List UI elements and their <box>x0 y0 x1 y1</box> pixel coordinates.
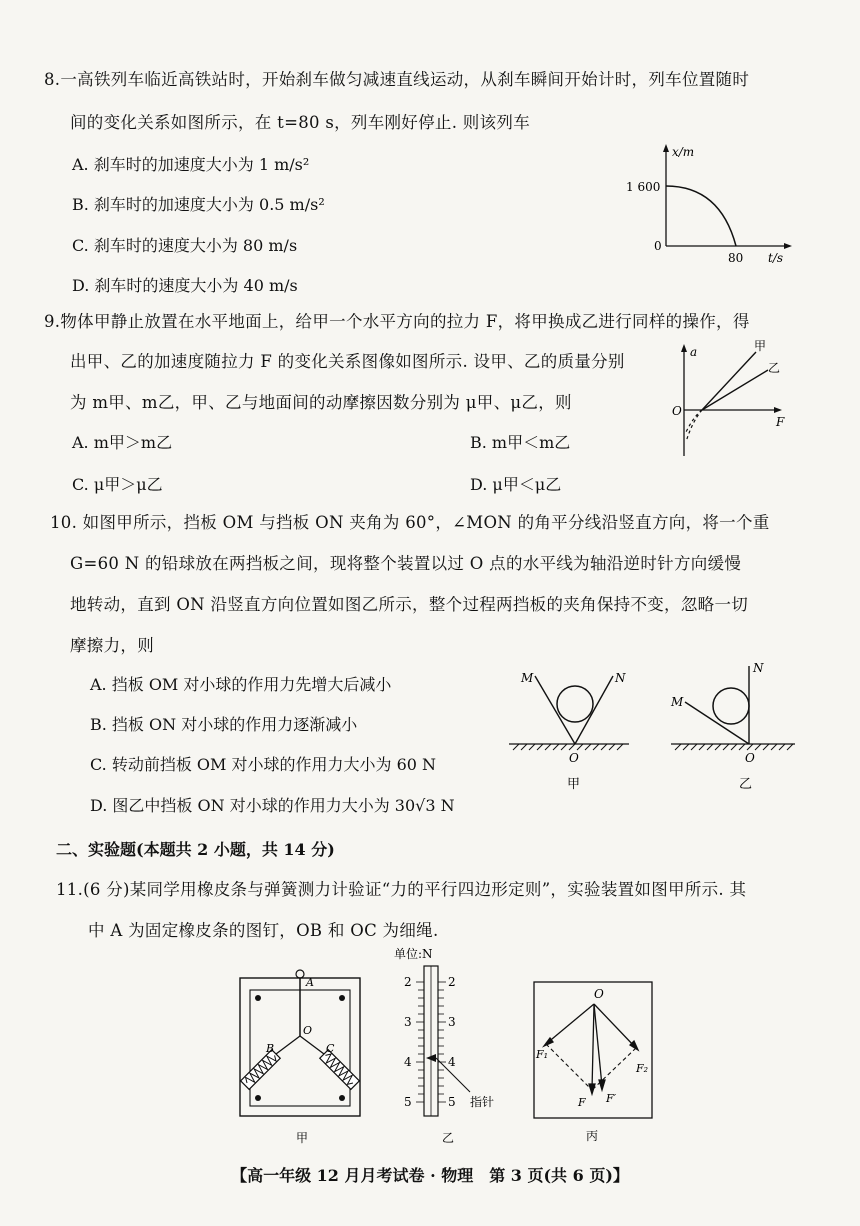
q11-label-f2: F₂ <box>636 1062 649 1075</box>
q9-acceleration-force-graph <box>664 336 794 466</box>
q8-stem-line2: 间的变化关系如图所示，在 t=80 s，列车刚好停止. 则该列车 <box>70 113 530 132</box>
q10-label-n: N <box>615 671 626 685</box>
q9-line-jia <box>702 352 756 410</box>
q10-stem-line3: 地转动，直到 ON 沿竖直方向位置如图乙所示，整个过程两挡板的夹角保持不变，忽略一切 <box>70 595 749 614</box>
q11-figure-board <box>236 968 366 1148</box>
q8-position-time-graph <box>620 138 800 268</box>
q8-option-d: D. 刹车时的速度大小为 40 m/s <box>72 276 298 295</box>
q11-caption-jia: 甲 <box>296 1131 309 1145</box>
q8-x-tick: 80 <box>728 251 744 265</box>
q10-option-a: A. 挡板 OM 对小球的作用力先增大后减小 <box>90 675 392 694</box>
q8-y-tick: 1 600 <box>626 180 661 194</box>
q9-label-jia: 甲 <box>754 339 767 353</box>
q9-x-axis-label: F <box>776 415 785 429</box>
q11-label-o: O <box>303 1024 313 1037</box>
q10-stem-line4: 摩擦力，则 <box>70 636 154 655</box>
q11-label-f: F <box>578 1096 586 1109</box>
q10-figure-jia <box>509 671 629 792</box>
q11-scale-tick-4-right: 4 <box>448 1055 456 1069</box>
page-footer: 【高一年级 12 月月考试卷 · 物理 第 3 页(共 6 页)】 <box>231 1166 629 1185</box>
q10-ball-jia <box>557 686 593 722</box>
q9-option-b: B. m甲＜m乙 <box>470 433 571 452</box>
q11-scale-tick-3-left: 3 <box>404 1015 412 1029</box>
q8-curve <box>666 186 736 246</box>
q11-scale-tick-2-left: 2 <box>404 975 412 989</box>
q8-option-b: B. 刹车时的加速度大小为 0.5 m/s² <box>72 195 325 214</box>
q8-origin: 0 <box>654 239 662 253</box>
q9-option-c: C. μ甲＞μ乙 <box>72 475 163 494</box>
q10-baffle-figures <box>505 658 805 793</box>
q10-label-o-yi: O <box>745 751 755 765</box>
q9-stem-line2: 出甲、乙的加速度随拉力 F 的变化关系图像如图所示. 设甲、乙的质量分别 <box>70 352 625 371</box>
q10-stem-line1: 10. 如图甲所示，挡板 OM 与挡板 ON 夹角为 60°，∠MON 的角平分线沿竖直方向，将一个重 <box>50 513 770 532</box>
q11-label-b: B <box>266 1042 275 1055</box>
q8-x-axis-label: t/s <box>768 251 784 265</box>
q9-stem-line1: 9.物体甲静止放置在水平地面上，给甲一个水平方向的拉力 F，将甲换成乙进行同样的操作，得 <box>44 312 750 331</box>
q9-y-axis-label: a <box>690 345 698 359</box>
q10-label-n-yi: N <box>753 661 764 675</box>
q11-label-o-bing: O <box>594 987 604 1001</box>
q9-stem-line3: 为 m甲、m乙，甲、乙与地面间的动摩擦因数分别为 μ甲、μ乙，则 <box>70 393 572 412</box>
q10-label-m: M <box>521 671 534 685</box>
q10-caption-yi: 乙 <box>739 777 753 792</box>
q8-y-axis-label: x/m <box>672 145 695 159</box>
q10-figure-yi <box>670 661 795 792</box>
q11-figure-scale <box>390 940 510 1150</box>
q10-option-d: D. 图乙中挡板 ON 对小球的作用力大小为 30√3 N <box>90 796 455 815</box>
q11-caption-bing: 丙 <box>586 1129 599 1143</box>
q10-label-o: O <box>569 751 579 765</box>
q11-label-f-prime: F′ <box>606 1092 617 1105</box>
q11-spring-scale-c <box>320 1050 360 1090</box>
q10-option-c: C. 转动前挡板 OM 对小球的作用力大小为 60 N <box>90 755 437 774</box>
q11-scale-unit: 单位:N <box>394 947 433 961</box>
q10-caption-jia: 甲 <box>567 777 581 792</box>
q11-scale-tick-5-right: 5 <box>448 1095 456 1109</box>
q8-option-a: A. 刹车时的加速度大小为 1 m/s² <box>72 155 310 174</box>
q10-ball-yi <box>713 688 749 724</box>
q11-label-a: A <box>306 976 314 989</box>
section-2-heading: 二、实验题(本题共 2 小题，共 14 分) <box>56 840 335 859</box>
q11-label-f1: F₁ <box>536 1048 549 1061</box>
q9-origin: O <box>672 404 682 418</box>
q11-spring-scale-b <box>241 1050 281 1090</box>
q9-option-d: D. μ甲＜μ乙 <box>470 475 562 494</box>
q8-option-c: C. 刹车时的速度大小为 80 m/s <box>72 236 298 255</box>
q11-stem-line2: 中 A 为固定橡皮条的图钉，OB 和 OC 为细绳. <box>88 921 439 940</box>
q9-line-yi <box>702 370 768 410</box>
q11-scale-tick-2-right: 2 <box>448 975 456 989</box>
q10-option-b: B. 挡板 ON 对小球的作用力逐渐减小 <box>90 715 358 734</box>
q9-label-yi: 乙 <box>768 361 781 375</box>
q11-scale-tick-3-right: 3 <box>448 1015 456 1029</box>
q11-figure-parallelogram <box>530 978 660 1148</box>
q10-label-m-yi: M <box>671 695 684 709</box>
q10-stem-line2: G=60 N 的铅球放在两挡板之间，现将整个装置以过 O 点的水平线为轴沿逆时针方向缓慢 <box>70 554 742 573</box>
q11-pointer-label: 指针 <box>470 1095 495 1109</box>
q11-caption-yi: 乙 <box>442 1131 455 1145</box>
q11-scale-tick-5-left: 5 <box>404 1095 412 1109</box>
q11-label-c: C <box>326 1042 335 1055</box>
q9-option-a: A. m甲＞m乙 <box>72 433 173 452</box>
q8-stem-line1: 8.一高铁列车临近高铁站时，开始刹车做匀减速直线运动，从刹车瞬间开始计时，列车位置随时 <box>44 70 750 89</box>
q11-stem-line1: 11.(6 分)某同学用橡皮条与弹簧测力计验证“力的平行四边形定则”，实验装置如图甲所示. 其 <box>56 880 747 899</box>
q11-scale-tick-4-left: 4 <box>404 1055 412 1069</box>
